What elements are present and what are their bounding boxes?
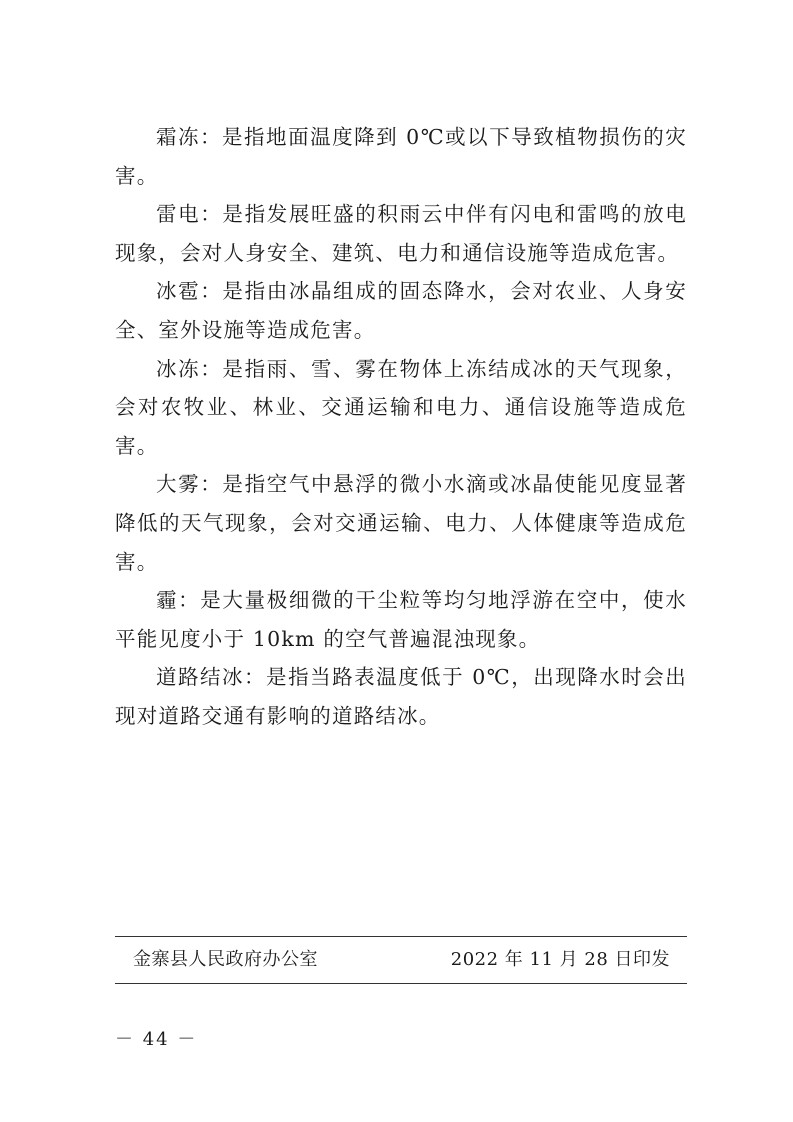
footer-bottom-rule bbox=[115, 983, 687, 984]
footer-top-rule bbox=[115, 936, 687, 937]
page-number: － 44 － bbox=[115, 1029, 198, 1050]
definition-freezing: 冰冻：是指雨、雪、雾在物体上冻结成冰的天气现象，会对农牧业、林业、交通运输和电力、通信设施等造成危害。 bbox=[115, 356, 687, 458]
footer-issue-date: 2022 年 11 月 28 日印发 bbox=[450, 949, 670, 970]
definition-lightning: 雷电：是指发展旺盛的积雨云中伴有闪电和雷鸣的放电现象，会对人身安全、建筑、电力和通信设施等造成危害。 bbox=[115, 202, 687, 265]
definition-haze: 霾：是大量极细微的干尘粒等均匀地浮游在空中，使水平能见度小于 10km 的空气普遍混浊现象。 bbox=[115, 588, 687, 651]
definition-fog: 大雾：是指空气中悬浮的微小水滴或冰晶使能见度显著降低的天气现象，会对交通运输、电力、人体健康等造成危害。 bbox=[115, 472, 687, 574]
definition-road-icing: 道路结冰：是指当路表温度低于 0℃，出现降水时会出现对道路交通有影响的道路结冰。 bbox=[115, 665, 687, 728]
document-body bbox=[115, 118, 687, 736]
footer-issuer: 金寨县人民政府办公室 bbox=[133, 949, 318, 970]
definition-hail: 冰雹：是指由冰晶组成的固态降水，会对农业、人身安全、室外设施等造成危害。 bbox=[115, 279, 687, 342]
definition-frost: 霜冻：是指地面温度降到 0℃或以下导致植物损伤的灾害。 bbox=[115, 125, 687, 188]
